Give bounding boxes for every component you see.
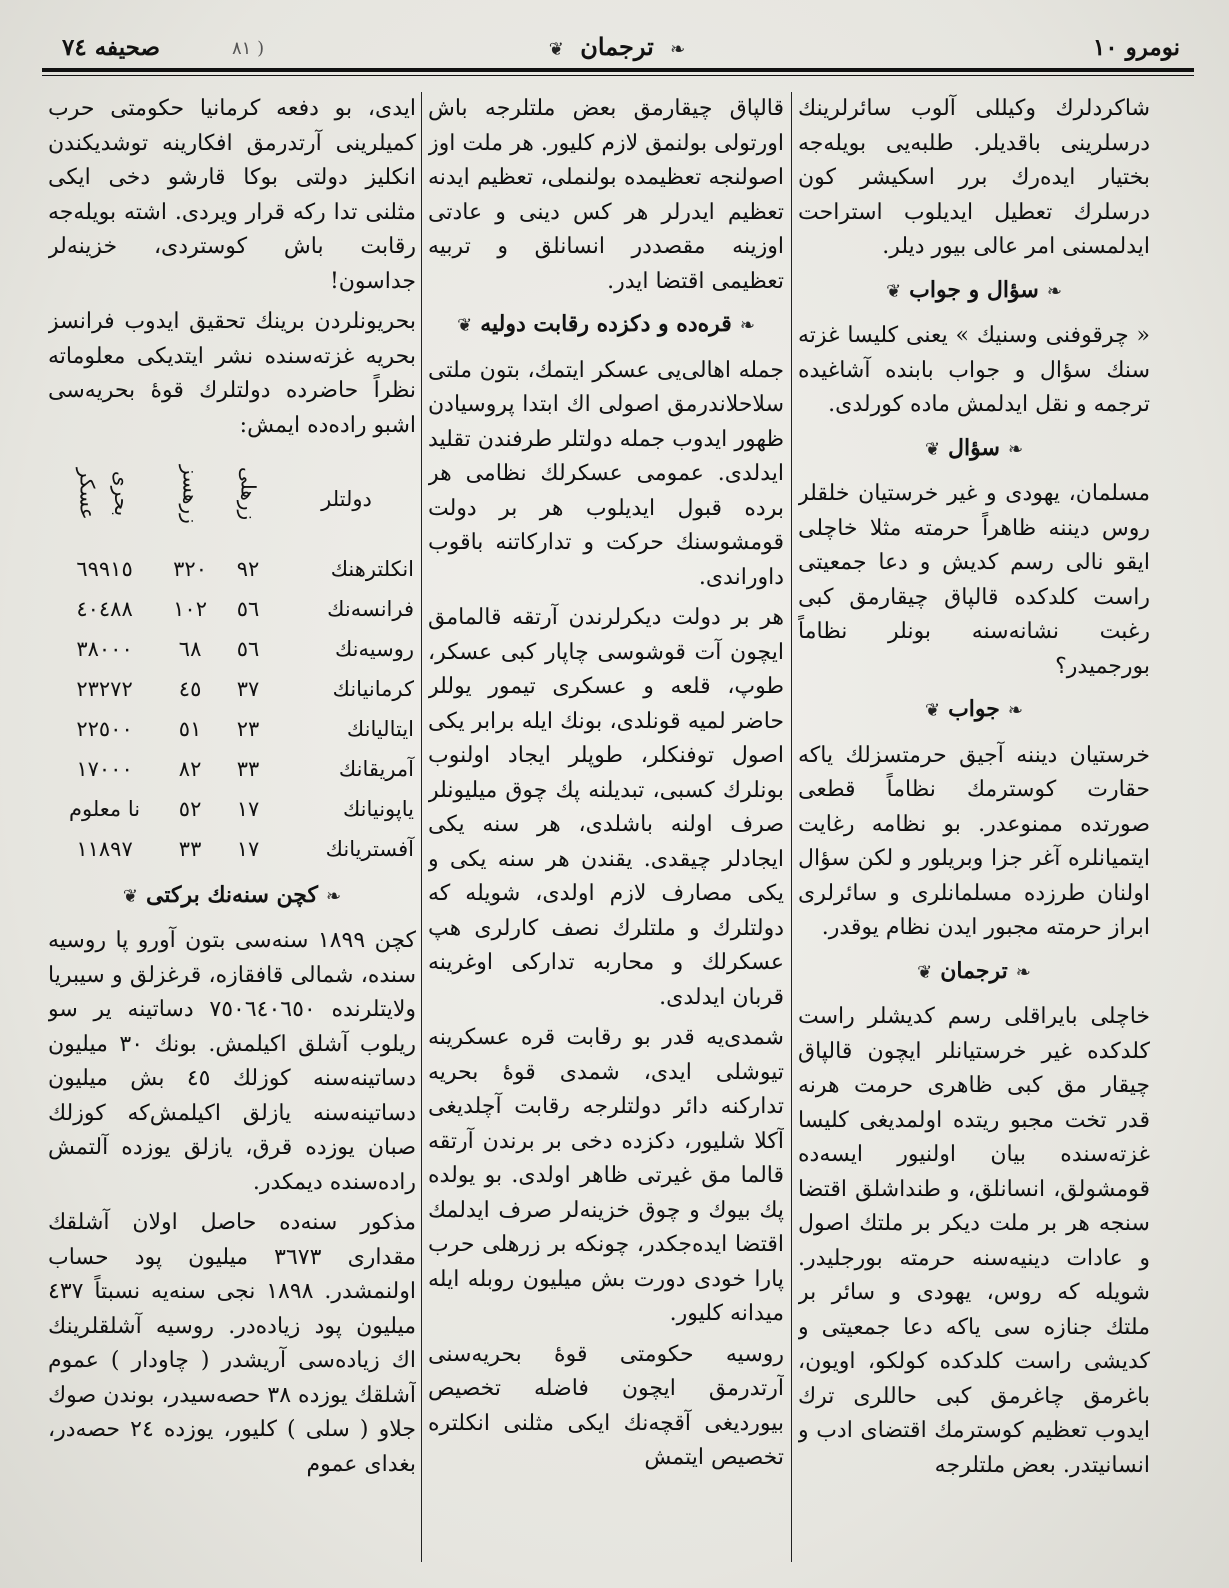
article-paragraph: روسیه حکومتی قوهٔ بحریه‌سنی آرتدرمق ایچون فاضله تخصیص بیوردیغی آقچه‌نك ایکی مثلنی انکلتره تخصیص ایتمش: [428, 1341, 784, 1470]
heading-text: سؤال: [948, 434, 1000, 461]
section-heading: [798, 273, 1150, 310]
column-divider: [791, 92, 792, 1562]
article-paragraph: مذکور سنه‌ده حاصل اولان آشلقك مقداری ٣٦٧٣ میلیون پود حساب اولنمشدر. ١٨٩٨ نجی سنه‌یه نسبتاً ٤٣٧ میلیون پود زیاده‌در. روسیه آشلقلرینك اك زیاده‌سی آریشدر ( چاودار ) عموم آشلقك یوزده ٣٨ حصه‌سیدر، بوندن صوك جلاو ( سلی ) کلیور، یوزده ٢٤ حصه‌در، بغدای عموم: [48, 1210, 416, 1477]
table-cell: ایتالیانك: [346, 717, 414, 742]
article-paragraph: مسلمان، یهودی و غیر خرستیان خلقلر روس دیننه ظاهراً حرمته مثلا خاچلی ایقو نالی رسم کدیش و دعا جمعیتی راست کلدکده قالپاق چیقارمق کبی رغبت نشانه‌سنه بونلر نظاماً بورجمیدر؟: [798, 481, 1150, 679]
table-cell: نا معلوم: [69, 797, 141, 822]
table-cell: آمریقانك: [338, 757, 414, 782]
table-cell: ٥٦: [236, 597, 260, 622]
ornament-icon: ❦: [924, 438, 941, 460]
table-header: زرهسز: [178, 464, 203, 524]
table-cell: ٣٧: [236, 677, 260, 702]
table-row: [48, 790, 416, 830]
table-cell: ٥١: [178, 717, 202, 742]
table-row: [48, 750, 416, 790]
article-paragraph: « چرقوفنی وسنیك » یعنی کلیسا غزته سنك سؤال و جواب بابنده آشاغیده ترجمه و نقل ایدلمش ماده کورلدی.: [798, 323, 1150, 417]
table-header-row: [48, 449, 416, 550]
table-cell: ٦٨: [178, 637, 202, 662]
section-heading: [48, 878, 416, 915]
table-cell: ٣٣: [178, 837, 202, 862]
table-cell: ١٧: [236, 797, 260, 822]
article-paragraph: خاچلی بایراقلی رسم کدیشلر راست کلدکده غیر خرستیانلر ایچون قالپاق چیقار مق کبی ظاهری حرمت هرنه قدر تخت مجبو ریتده اولمدیغی کلیسا غزته‌سنده بیان اولنیور ایسه‌ده قومشولق، انسانلق، و طنداشلق اقتضا سنجه هر بر ملت دیکر بر ملتك اصول و عادات دینیه‌سنه حرمته بورجلیدر. شویله که روس، یهودی و سائر بر ملتك جنازه سی یاکه دعا جمعیتی و کدیشی راست کلدکده کولکو، اویون، باغرمق چاغرمق کبی حاللری ترك ایدوب تعظیم کوسترمك اقتضای ادب و انسانیتدر. بعض ملتلرجه: [798, 1004, 1150, 1478]
ornament-icon: ❦: [886, 280, 902, 302]
table-cell: آفستریانك: [325, 837, 414, 862]
header-rule-thin: [42, 75, 1194, 76]
table-cell: یاپونیانك: [342, 797, 414, 822]
article-paragraph: کچن ١٨٩٩ سنه‌سی بتون آورو پا روسیه سنده، شمالی قافقازه، قرغزلق و سیبریا ولایتلرنده ٧٥٠٦٤٠٦٥٠ دساتینه یر سو ریلوب آشلق اکیلمش. بونك ٣٠ میلیون دساتینه‌سنه کوزلك ٤٥ بش میلیون دساتینه‌سنه یازلق اکیلمش‌که کوزلك صبان یوزده قرق، یازلق یوزده آلتمش راده‌سنده دیمکدر.: [48, 928, 416, 1195]
table-row: [48, 590, 416, 630]
newspaper-title: [541, 32, 693, 61]
article-paragraph: شاکردلرك وکیللی آلوب سائرلرینك درسلرینی باقدیلر. طلبه‌یی بویله‌جه بختیار ایده‌رك برر اسکیشر کون درسلرك تعطیل ایدیلوب استراحت ایدلمسنی امر عالی بیور دیلر.: [798, 96, 1150, 259]
table-row: [48, 630, 416, 670]
ornament-icon: ❧: [670, 39, 686, 60]
ornament-icon: ❦: [917, 961, 933, 983]
ornament-icon: ❧: [1007, 700, 1023, 721]
table-cell: ٨٢: [178, 757, 202, 782]
section-heading: [798, 954, 1150, 991]
ornament-icon: ❧: [325, 885, 342, 907]
right-column: [798, 92, 1150, 1572]
heading-text: کچن سنه‌نك برکتی: [146, 881, 318, 908]
table-cell: ٥٢: [178, 797, 202, 822]
page-number: صحیفه ٧٤: [62, 34, 161, 61]
table-cell: ١٠٢: [173, 597, 207, 622]
ornament-icon: ❧: [1046, 280, 1062, 302]
table-header: دولتلر: [321, 487, 372, 511]
table-cell: ٦٩٩١٥: [76, 557, 133, 582]
table-row: [48, 550, 416, 590]
issue-number: نومرو ١٠: [1092, 34, 1180, 61]
left-column: [48, 92, 416, 1572]
newspaper-title-text: ترجمان: [580, 32, 654, 61]
ornament-icon: ❦: [122, 885, 138, 907]
article-paragraph: هر بر دولت دیکرلرندن آرتقه قالمامق ایچون آت قوشوسی چاپار کبی عسکر، طوپ، قلعه و عسکری تیمور یوللر حاضر لمیه قونلدی، بونك ایله برابر یکی اصول توفنکلر، طوپلر ایجاد اولنوب بونلرك کسبی، تبدیلنه پك چوق میلیونلر صرف اولنه باشلدی، هر سنه یکی ایجادلر چیقدی. یقندن هر سنه یکی و یکی مصارف لازم اولدی، شویله که دولتلرك و ملتلرك نصف کارلری هپ عسکرلك و محاربه تدارکی اوغرینه قربان ایدلدی.: [428, 605, 784, 1010]
heading-text: سؤال و جواب: [909, 276, 1039, 303]
table-cell: روسیه‌نك: [334, 637, 414, 662]
middle-column: [428, 92, 784, 1572]
table-cell: ١٧: [236, 837, 260, 862]
page-header: [42, 30, 1192, 70]
table-row: [48, 670, 416, 710]
table-cell: ٢٢٥٠٠: [76, 717, 133, 742]
section-heading: [798, 431, 1150, 468]
table-cell: کرمانیانك: [332, 677, 414, 702]
table-cell: ٤٠٤٨٨: [76, 597, 133, 622]
table-cell: ٣٢٠: [173, 557, 207, 582]
heading-text: قره‌ده و دکزده رقابت دولیه: [480, 311, 732, 337]
section-heading: [428, 307, 784, 344]
table-cell: ٩٢: [236, 557, 260, 582]
article-paragraph: بحریونلردن برینك تحقیق ایدوب فرانسز بحریه غزته‌سنده نشر ایتدیکی معلوماته نظراً حاضرده دولتلرك قوهٔ بحریه‌سی اشبو راده‌ده ایمش:: [48, 309, 416, 438]
ornament-icon: ❦: [457, 315, 473, 336]
ornament-icon: ❧: [1015, 961, 1031, 983]
table-row: [48, 830, 416, 870]
table-cell: ٤٥: [178, 677, 202, 702]
article-paragraph: قالپاق چیقارمق بعض ملتلرجه باش اورتولی بولنمق لازم کلیور. هر ملت اوز اصولنجه تعظیمده بولنملی، تعظیم ایدنه تعظیم ایدرلر هر کس دینی و عادتی اوزینه مقصددر انسانلق و تربیه تعظیمی اقتضا ایدر.: [428, 96, 784, 294]
ornament-icon: ❦: [548, 39, 564, 60]
section-heading: [798, 692, 1150, 729]
article-paragraph: ایدی، بو دفعه کرمانیا حکومتی حرب کمیلرینی آرتدرمق افکارینه توشدیکندن انکلیز دولتی بوکا قارشو دخی ایکی مثلنی تدا رکه قرار ویردی. اشته بویله‌جه رقابت باش کوستردی، خزینه‌لر جداسون!: [48, 96, 416, 294]
table-cell: انکلترهنك: [330, 557, 414, 582]
handwritten-mark: ( ٨١: [232, 38, 265, 59]
heading-text: ترجمان: [940, 957, 1008, 984]
column-divider: [421, 92, 422, 1562]
table-cell: ١٧٠٠٠: [76, 757, 133, 782]
table-cell: ٥٦: [236, 637, 260, 662]
table-header: زرهلی: [236, 467, 261, 521]
table-row: [48, 710, 416, 750]
naval-strength-table: [48, 449, 416, 870]
article-paragraph: شمدی‌یه قدر بو رقابت قره عسکرینه تیوشلی ایدی، شمدی قوهٔ بحریه تدارکنه دائر دولتلرجه رقابت آچلدیغی آکلا شلیور، دکزده دخی بر برندن آرتقه قالما مق غیرتی ظاهر اولدی. بو یولده پك بیوك و چوق خزینه‌لر صرف ایدلمك اقتضا ایده‌جکدر، چونکه بر زرهلی حرب پارا خودی دورت بش میلیون روبله ایله میدانه کلیور.: [428, 1025, 784, 1326]
table-cell: ٢٣٢٧٢: [76, 677, 133, 702]
table-cell: ٢٣: [236, 717, 260, 742]
table-cell: فرانسه‌نك: [327, 597, 414, 622]
ornament-icon: ❦: [925, 700, 941, 721]
table-cell: ١١٨٩٧: [76, 837, 133, 862]
table-cell: ٣٨٠٠٠: [76, 637, 133, 662]
ornament-icon: ❧: [739, 315, 755, 336]
header-rule: [42, 68, 1194, 72]
article-paragraph: جمله اهالی‌یی عسکر ایتمك، بتون ملتی سلاحلاندرمق اصولی اك ابتدا پروسیادن ظهور ایدوب جمله دولتلر طرفندن تقلید ایدلدی. عمومی عسکرلك نظامی هر برده قبول ایدیلوب هر بر دولت قومشوسنك حرکت و تدارکاتنه باقوب داوراندی.: [428, 357, 784, 590]
heading-text: جواب: [948, 696, 1000, 722]
article-paragraph: خرستیان دیننه آجیق حرمتسزلك یاکه حقارت کوسترمك نظاماً قطعی صورتده ممنوعدر. بو نظامه رغایت ایتمیانلره آغر جزا وبریلور و لکن سؤال اولنان طرزده مسلمانلری و سائرلری ابراز حرمته مجبور ایدن نظام یوقدر.: [798, 742, 1150, 940]
ornament-icon: ❧: [1007, 438, 1024, 460]
table-cell: ٣٣: [236, 757, 260, 782]
table-header: بحری عسکر: [75, 468, 135, 520]
